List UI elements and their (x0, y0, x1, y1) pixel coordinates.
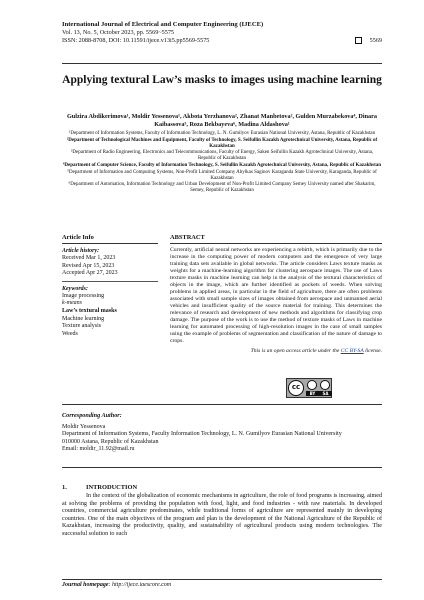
cc-by-label: BY (309, 391, 316, 396)
info-divider (62, 281, 158, 282)
keyword: Texture analysis (62, 323, 102, 330)
keyword: Machine learning (62, 315, 105, 322)
license-prefix: This is an open access article under the (250, 348, 341, 354)
footer-url[interactable]: : http://ijece.iaescore.com (108, 582, 172, 588)
journal-volume: Vol. 13, No. 5, October 2023, pp. 5569~5575 (62, 29, 175, 36)
intro-paragraph: In the context of the globalization of economic mechanisms in agriculture, the role of food programs is increasing, aimed at solving the problems of providing the population with food, light, and food industries - with raw materials. In developed countries, commercial agriculture predominates, while traditional forms of agriculture are represented mainly in developing countries. One of the main objectives of the program and plan is the development of the National Agriculture of the Republic of Kazakhstan, increasing the productivity, quality, and sustainability of agricultural products using modern technologies. The successful solution to such (62, 493, 382, 537)
section-rule (62, 404, 382, 405)
paper-title: Applying textural Law’s masks to images using machine learning (62, 74, 382, 86)
license-link[interactable]: CC BY-SA (340, 348, 364, 354)
history-revised: Revised Apr 15, 2023 (62, 262, 115, 269)
affiliation-6: ⁶Department of Automation, Information Technology and Urban Development of Non-Profit Limited Company Semey University named after Shakarim, Semey, Republic of Kazakhstan (68, 182, 376, 194)
keyword: Weeds (62, 330, 78, 337)
corresponding-email: Email: moldir_11.92@mail.ru (62, 446, 135, 453)
keyword: Law’s textural masks (62, 307, 117, 314)
intro-title: INTRODUCTION (86, 484, 138, 491)
cc-logo-icon: cc (288, 380, 304, 396)
author-list: Gulzira Abdikerimova¹, Moldir Yessenova¹, Akbota Yerzhanova², Zhanat Manbetova², Gulden Murzabekova⁴, Dinara Kaibassova⁵, Roza Bekbayeva⁶, Madina Aldashova¹ (66, 113, 377, 128)
affiliation-5: ⁵Department of Information and Computing Systems, Non-Profit Limited Company Abylkas Saginov Karaganda State University, Karaganda, Republic of Kazakhstan (67, 169, 377, 181)
corresponding-department: Department of Information Systems, Faculty Information Technology, L. N. Gumilyov Eurasian National University (62, 431, 342, 438)
footer (62, 582, 171, 588)
corresponding-name: Moldir Yessenova (62, 424, 106, 430)
abstract-heading: ABSTRACT (170, 234, 382, 244)
affiliation-3: ³Department of Radio Engineering, Electronics and Telecommunications, Faculty of Energy, Saken Seifullin Kazakh Agrotechnical University, Astana, Republic of Kazakhstan (70, 150, 374, 162)
journal-header (62, 21, 382, 44)
intro-heading (62, 484, 137, 491)
keyword: Image processing (62, 292, 105, 299)
license-suffix: license. (363, 348, 382, 354)
history-accepted: Accepted Apr 27, 2023 (62, 270, 118, 277)
corresponding-heading: Corresponding Author: (62, 412, 122, 419)
page-number: 5569 (369, 36, 382, 44)
abstract-section (170, 234, 382, 354)
corresponding-author (62, 412, 382, 454)
square-icon (355, 37, 362, 44)
affiliation-4: ⁴Department of Computer Science, Faculty of Information Technology, S. Seifullin Kazakh Agrotechnical University, Astana, Republic of Kazakhstan (62, 162, 382, 168)
keywords-label: Keywords: (62, 285, 88, 292)
affiliations (62, 131, 382, 195)
article-info-heading: Article Info (62, 234, 158, 244)
article-info (62, 234, 158, 338)
footer-rule (62, 579, 382, 580)
cc-labels (306, 391, 332, 396)
journal-issn: ISSN: 2088-8708, DOI: 10.11591/ijece.v13i5.pp5569-5575 (62, 36, 210, 44)
header-rule (62, 63, 382, 64)
history-label: Article history: (62, 248, 100, 254)
history-received: Received Mar 1, 2023 (62, 255, 116, 261)
cc-sa-label: SA (322, 391, 329, 396)
corresponding-address: 010000 Astana, Republic of Kazakhstan (62, 438, 159, 445)
section-rule (62, 467, 382, 468)
abstract-text: Currently, artificial neural networks are experiencing a rebirth, which is primarily due to the increase in the computing power of modern computers and the emergence of very large training data sets available in global networks. The article considers Laws texture masks as weights for a machine-learning algorithm for clustering aerospace images. The use of Laws texture masks in machine learning can help in the analysis of the textural characteristics of objects in the image, which are further identified as pockets of weeds. When solving problems in applied areas, in particular in the field of agriculture, there are often problems associated with small sample sizes of images obtained from aerospace and unmanned aerial vehicles and insufficient quality of the source material for training. This determines the relevance of research and development of new methods and algorithms for classifying crop damage. The purpose of the work is to use the method of texture masks of Laws in machine learning for automated processing of high-resolution images in the case of small samples using the example of problems of segmentation and classification of the nature of damage to crops. (170, 247, 382, 344)
keyword: k-means (62, 300, 82, 307)
license-line (170, 348, 382, 354)
cc-sa-icon (320, 380, 330, 390)
cc-license-badge[interactable] (286, 378, 332, 398)
page-number-group (355, 37, 382, 44)
journal-name: International Journal of Electrical and Computer Engineering (IJECE) (62, 21, 264, 28)
affiliation-1: ¹Department of Information Systems, Faculty of Information Technology, L. N. Gumilyov Eurasian National University, Astana, Republic of Kazakhstan (68, 131, 376, 136)
issn-row (62, 37, 382, 45)
affiliation-2: ²Department of Technological Machines and Equipment, Faculty of Technology, S. Seifullin Kazakh Agrotechnical University, Astana, Republic of Kazakhstan (66, 137, 378, 149)
footer-label: Journal homepage (62, 582, 109, 588)
intro-number: 1. (62, 484, 67, 491)
cc-by-icon (307, 380, 317, 390)
